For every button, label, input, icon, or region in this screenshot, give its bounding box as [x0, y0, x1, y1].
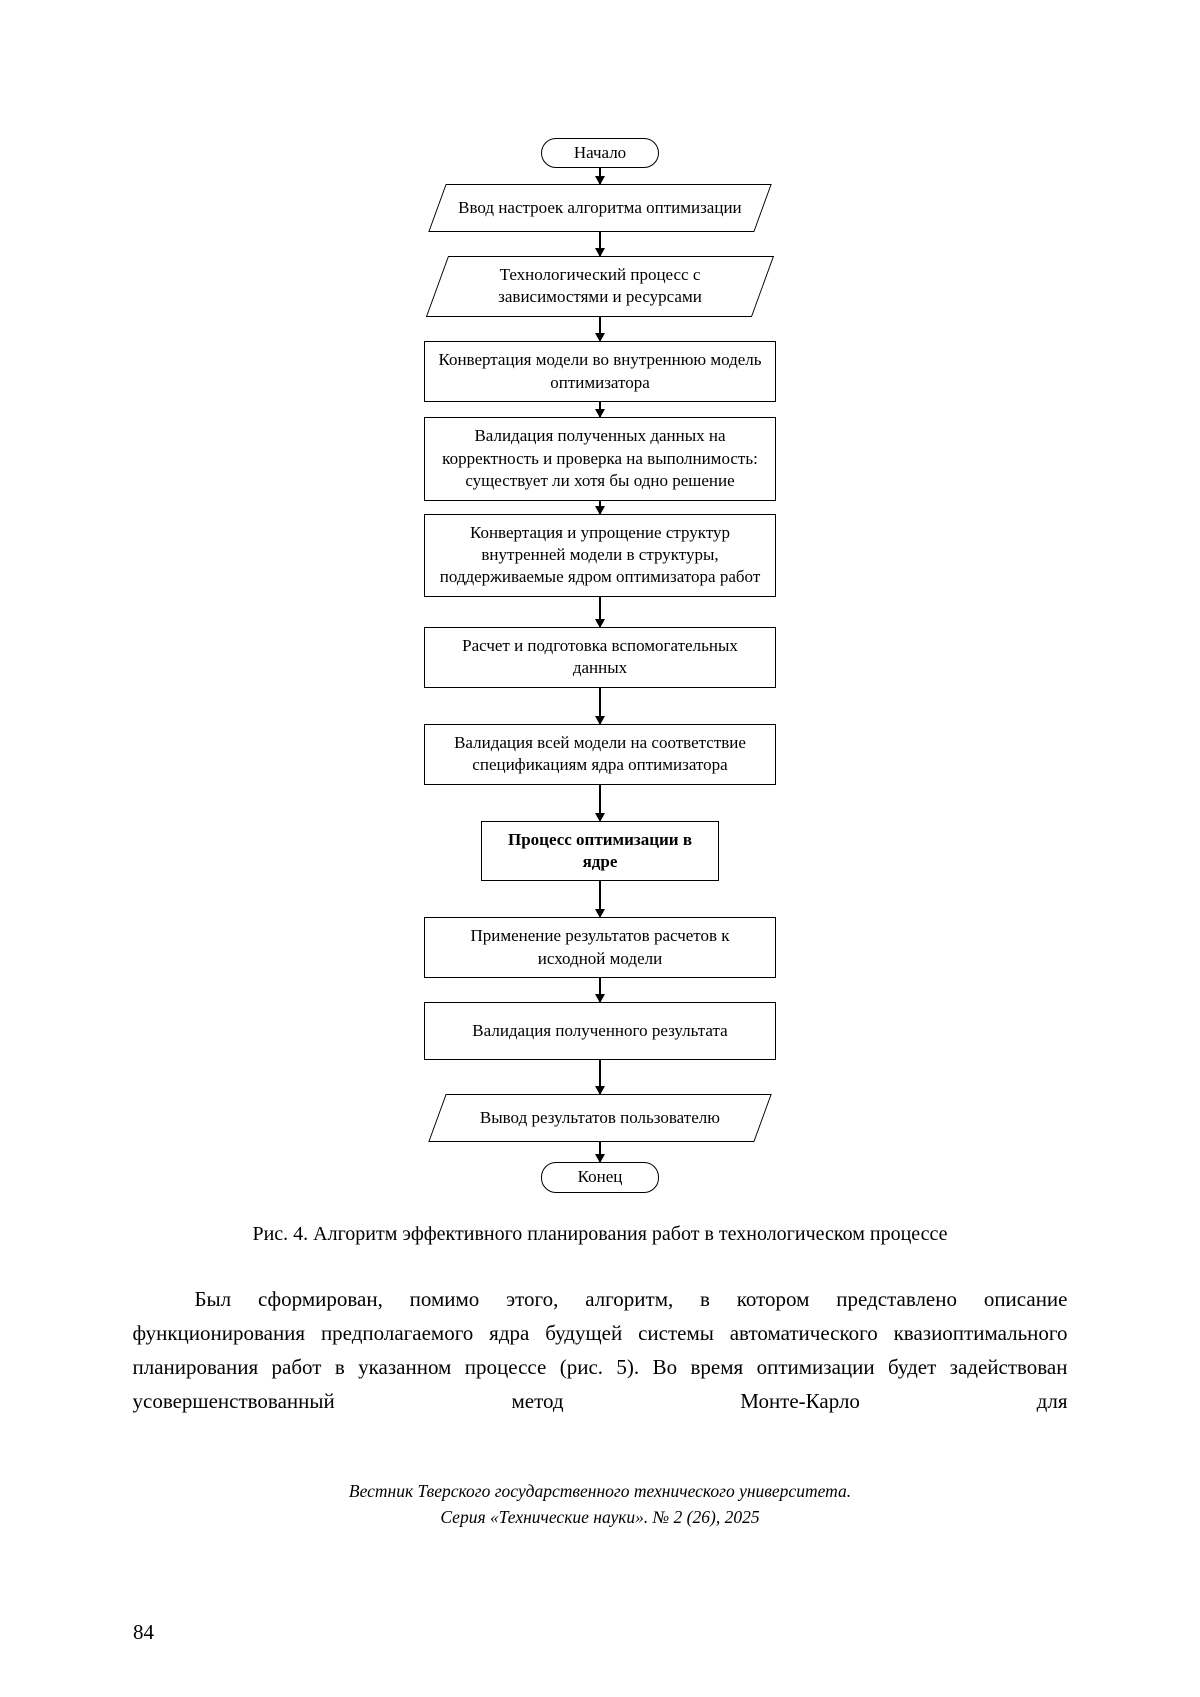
journal-footer-line2: Серия «Технические науки». № 2 (26), 2025 [440, 1507, 760, 1528]
node-apply-results [424, 917, 776, 978]
flow-arrow [599, 402, 601, 417]
flow-arrow [599, 978, 601, 1002]
flow-arrow [599, 317, 601, 341]
flow-arrow [599, 785, 601, 821]
node-validate-result [424, 1002, 776, 1060]
flow-arrow [599, 688, 601, 724]
flow-arrow [599, 168, 601, 184]
node-validate-input-data-label: Валидация полученных данных на корректность и проверка на выполнимость: существует ли хотя бы одно решение [442, 426, 758, 491]
node-apply-results-label: Применение результатов расчетов к исходной модели [470, 926, 730, 968]
journal-footer [0, 1478, 1200, 1531]
node-start [541, 138, 659, 168]
node-optimization-core-label: Процесс оптимизации в ядре [507, 829, 693, 871]
flow-arrow [599, 501, 601, 514]
node-tech-process-input [426, 256, 774, 317]
node-end-label: Конец [577, 1167, 623, 1187]
node-validate-result-label: Валидация полученного результата [472, 1021, 728, 1041]
flow-arrow [599, 1142, 601, 1162]
node-convert-model-label: Конвертация модели во внутреннюю модель оптимизатора [438, 350, 762, 392]
node-validate-input-data [424, 417, 776, 500]
flow-arrow [599, 597, 601, 627]
node-validate-whole-model-label: Валидация всей модели на соответствие спецификациям ядра оптимизатора [454, 732, 746, 775]
node-start-label: Начало [573, 143, 627, 162]
node-input-settings [428, 184, 771, 232]
journal-footer-line1: Вестник Тверского государственного технического университета. [348, 1480, 852, 1501]
body-paragraph: Был сформирован, помимо этого, алгоритм, в котором представлено описание функционирования предполагаемого ядра будущей системы автоматического квазиоптимального планирования работ в указанном процессе (рис. 5). Во время оптимизации будет задействован усовершенствованный метод Монте-Карло для [132, 1286, 1068, 1413]
node-output-results-label: Вывод результатов пользователю [479, 1108, 721, 1128]
flow-arrow [599, 1060, 601, 1094]
node-convert-structures [424, 514, 776, 597]
node-tech-process-input-label: Технологический процесс с зависимостями и ресурсами [498, 265, 702, 307]
flow-arrow [599, 232, 601, 256]
node-end [541, 1162, 659, 1192]
page-number: 84 [133, 1620, 154, 1644]
node-calc-auxiliary-data [424, 627, 776, 688]
node-calc-auxiliary-data-label: Расчет и подготовка вспомогательных данных [462, 635, 738, 678]
flow-arrow [599, 881, 601, 917]
node-convert-model [424, 341, 776, 402]
node-output-results [428, 1094, 771, 1142]
figure-caption: Рис. 4. Алгоритм эффективного планирования работ в технологическом процессе [252, 1222, 948, 1245]
node-optimization-core [481, 821, 719, 882]
node-input-settings-label: Ввод настроек алгоритма оптимизации [458, 198, 742, 218]
node-convert-structures-label: Конвертация и упрощение структур внутренней модели в структуры, поддерживаемые ядром оптимизатора работ [439, 522, 761, 587]
node-validate-whole-model [424, 724, 776, 785]
